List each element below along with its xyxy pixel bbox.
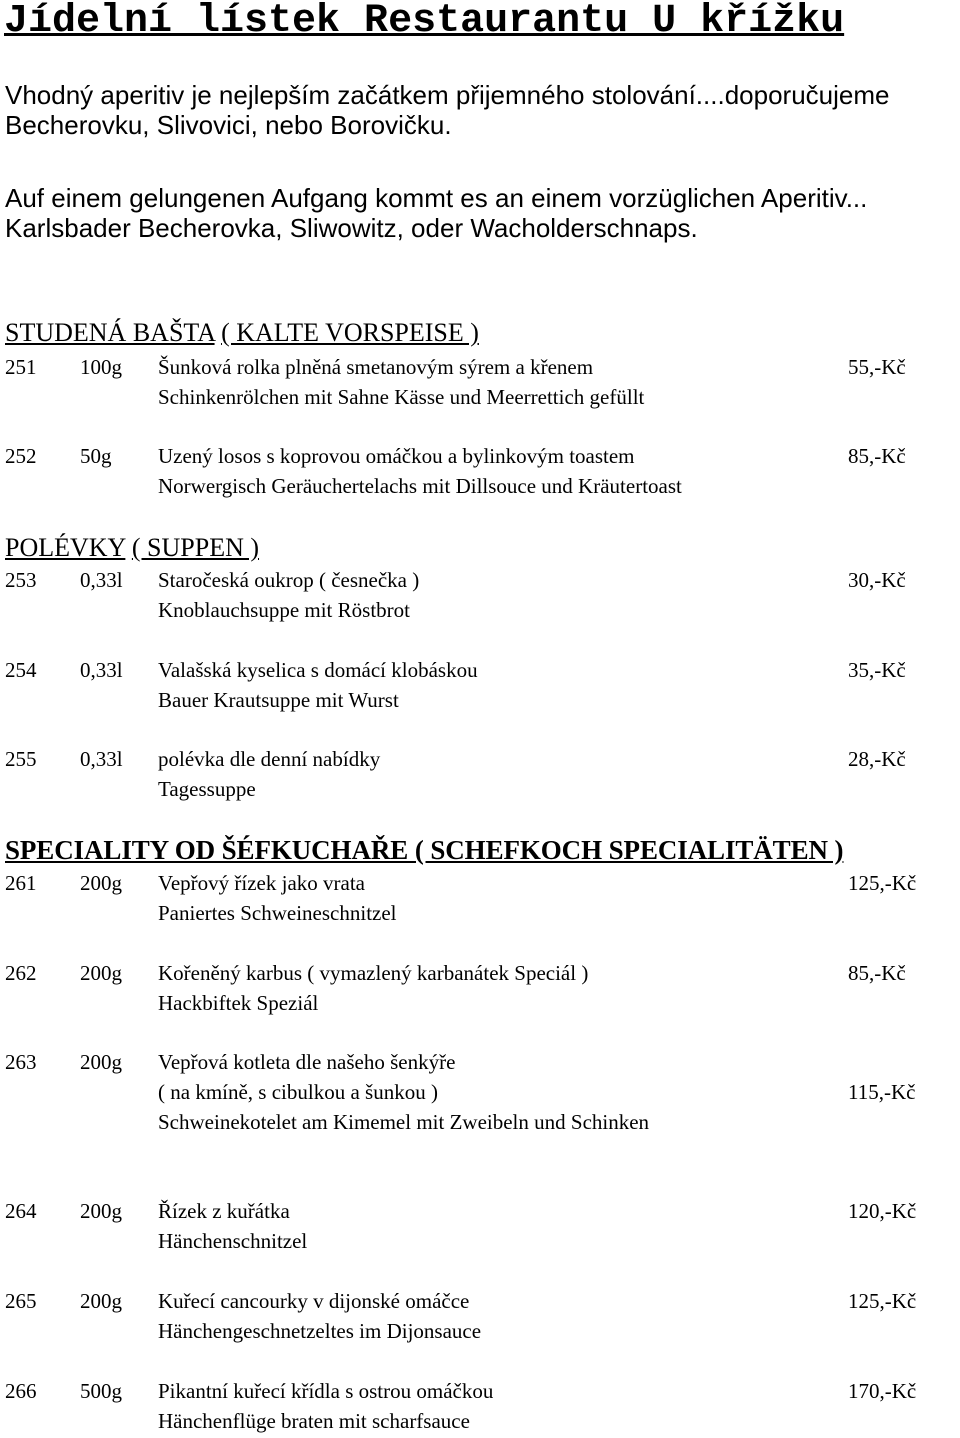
item-name-german: Schinkenrölchen mit Sahne Kässe und Meerrettich gefüllt <box>158 385 645 409</box>
item-description <box>158 868 397 928</box>
item-name-german: Hackbiftek Speziál <box>158 991 319 1015</box>
item-name-german: Knoblauchsuppe mit Röstbrot <box>158 598 410 622</box>
item-name-czech: Uzený losos s koprovou omáčkou a bylinkovým toastem <box>158 444 635 468</box>
item-name-czech: Staročeská oukrop ( česnečka ) <box>158 568 420 592</box>
item-quantity: 200g <box>80 1050 122 1074</box>
item-quantity: 200g <box>80 1289 122 1313</box>
section-heading-chef-specialities <box>5 835 843 865</box>
item-name-german: Hänchengeschnetzeltes im Dijonsauce <box>158 1319 482 1343</box>
section-heading-cz: POLÉVKY <box>5 533 126 562</box>
item-description <box>158 1196 307 1256</box>
section-heading-soups <box>5 533 259 563</box>
intro-german <box>5 183 867 243</box>
item-description <box>158 565 419 625</box>
section-heading-text: SPECIALITY OD ŠÉFKUCHAŘE ( SCHEFKOCH SPECIALITÄTEN ) <box>5 835 844 865</box>
item-number: 262 <box>5 961 37 985</box>
item-name-german: Hänchenflüge braten mit scharfsauce <box>158 1409 470 1433</box>
item-quantity: 200g <box>80 871 122 895</box>
item-number: 266 <box>5 1379 37 1403</box>
item-price: 28,-Kč <box>848 747 906 771</box>
page-title: Jídelní lístek Restaurantu U křížku <box>4 0 845 44</box>
item-number: 264 <box>5 1199 37 1223</box>
intro-czech-line-1: Vhodný aperitiv je nejlepším začátkem přijemného stolování....doporučujeme <box>5 80 890 110</box>
item-number: 253 <box>5 568 37 592</box>
item-quantity: 500g <box>80 1379 122 1403</box>
item-quantity: 0,33l <box>80 568 123 592</box>
item-name-czech: Řízek z kuřátka <box>158 1199 290 1223</box>
item-name-german: Bauer Krautsuppe mit Wurst <box>158 688 399 712</box>
item-description <box>158 655 478 715</box>
item-price: 125,-Kč <box>848 1289 917 1313</box>
item-description <box>158 1286 481 1346</box>
item-number: 265 <box>5 1289 37 1313</box>
item-description <box>158 1047 649 1137</box>
item-price: 55,-Kč <box>848 355 906 379</box>
item-name-german: Norwergisch Geräuchertelachs mit Dillsouce und Kräutertoast <box>158 474 682 498</box>
item-quantity: 200g <box>80 961 122 985</box>
item-name-czech-detail: ( na kmíně, s cibulkou a šunkou ) <box>158 1080 438 1104</box>
item-number: 252 <box>5 444 37 468</box>
item-description <box>158 744 380 804</box>
item-number: 251 <box>5 355 37 379</box>
item-name-czech: Šunková rolka plněná smetanovým sýrem a křenem <box>158 355 594 379</box>
section-heading-cold-starters <box>5 318 479 348</box>
item-price: 115,-Kč <box>848 1080 916 1104</box>
item-price: 85,-Kč <box>848 961 906 985</box>
item-number: 263 <box>5 1050 37 1074</box>
item-price: 120,-Kč <box>848 1199 917 1223</box>
item-description <box>158 958 588 1018</box>
section-heading-cz: STUDENÁ BAŠTA <box>5 318 215 347</box>
item-name-czech: Vepřový řízek jako vrata <box>158 871 365 895</box>
intro-czech-line-2: Becherovku, Slivovici, nebo Borovičku. <box>5 110 452 140</box>
item-name-czech: Kuřecí cancourky v dijonské omáčce <box>158 1289 470 1313</box>
section-heading-de: ( SUPPEN ) <box>131 533 260 562</box>
item-name-czech: Vepřová kotleta dle našeho šenkýře <box>158 1050 456 1074</box>
item-description <box>158 352 644 412</box>
item-name-czech: Kořeněný karbus ( vymazlený karbanátek Speciál ) <box>158 961 589 985</box>
item-name-czech: Pikantní kuřecí křídla s ostrou omáčkou <box>158 1379 494 1403</box>
item-quantity: 0,33l <box>80 658 123 682</box>
item-quantity: 0,33l <box>80 747 123 771</box>
item-quantity: 200g <box>80 1199 122 1223</box>
item-name-german: Schweinekotelet am Kimemel mit Zweibeln und Schinken <box>158 1110 650 1134</box>
intro-german-line-1: Auf einem gelungenen Aufgang kommt es an einem vorzüglichen Aperitiv... <box>5 183 868 213</box>
item-name-german: Paniertes Schweineschnitzel <box>158 901 397 925</box>
item-price: 30,-Kč <box>848 568 906 592</box>
section-heading-de: ( KALTE VORSPEISE ) <box>221 318 479 347</box>
item-price: 125,-Kč <box>848 871 917 895</box>
item-number: 254 <box>5 658 37 682</box>
item-name-czech: Valašská kyselica s domácí klobáskou <box>158 658 478 682</box>
item-quantity: 50g <box>80 444 112 468</box>
intro-german-line-2: Karlsbader Becherovka, Sliwowitz, oder Wacholderschnaps. <box>5 213 698 243</box>
item-name-czech: polévka dle denní nabídky <box>158 747 381 771</box>
item-description <box>158 441 682 501</box>
item-price: 85,-Kč <box>848 444 906 468</box>
item-description <box>158 1376 493 1436</box>
item-number: 261 <box>5 871 37 895</box>
item-number: 255 <box>5 747 37 771</box>
item-price: 170,-Kč <box>848 1379 917 1403</box>
intro-czech <box>5 80 889 140</box>
item-name-german: Hänchenschnitzel <box>158 1229 308 1253</box>
item-quantity: 100g <box>80 355 122 379</box>
item-name-german: Tagessuppe <box>158 777 256 801</box>
item-price: 35,-Kč <box>848 658 906 682</box>
